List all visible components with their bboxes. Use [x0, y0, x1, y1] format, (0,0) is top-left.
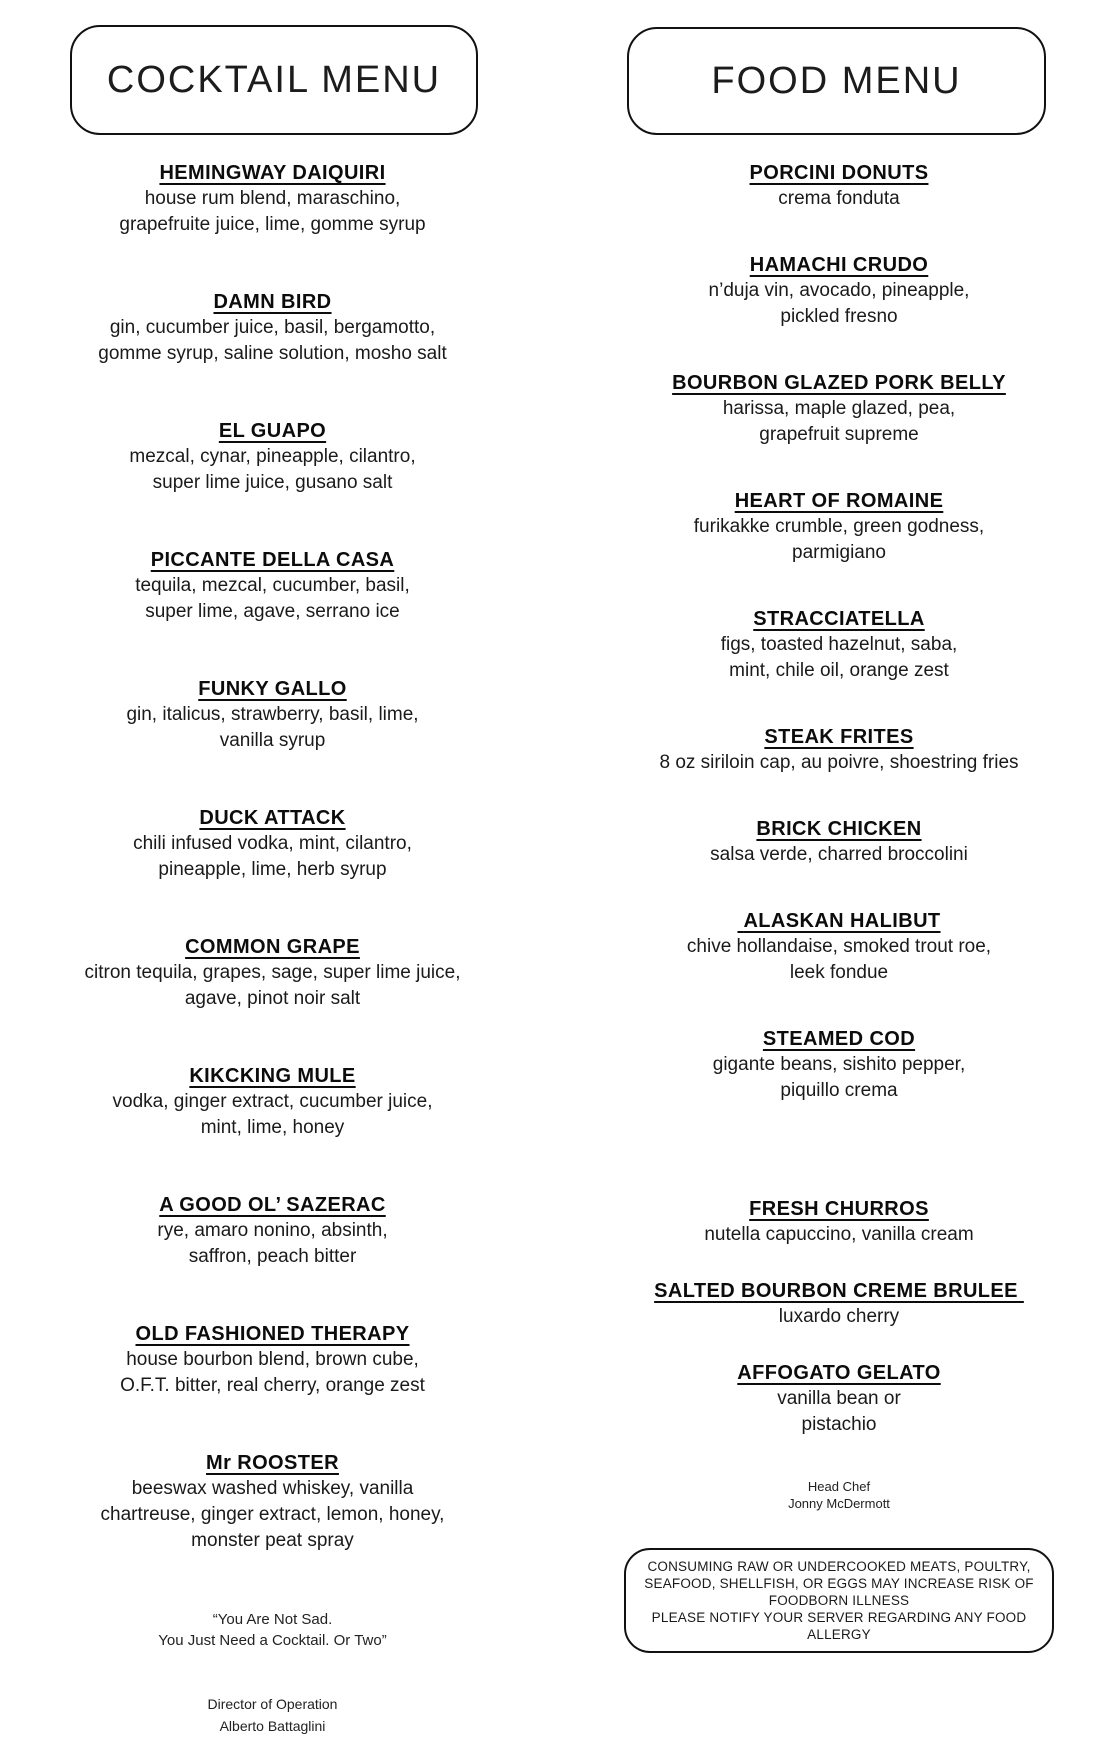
menu-item-ingredients: mezcal, cynar, pineapple, cilantro,	[129, 446, 416, 467]
menu-item-ingredients: monster peat spray	[191, 1530, 354, 1551]
menu-item-name: COMMON GRAPE	[185, 936, 360, 958]
menu-item-name: OLD FASHIONED THERAPY	[135, 1323, 410, 1345]
menu-item-name: ALASKAN HALIBUT	[737, 910, 941, 932]
disclaimer-line: SEAFOOD, SHELLFISH, OR EGGS MAY INCREASE RISK OF	[644, 1576, 1034, 1591]
menu-item	[607, 908, 1071, 986]
menu-item-name: AFFOGATO GELATO	[737, 1362, 941, 1384]
menu-item-ingredients: vodka, ginger extract, cucumber juice,	[112, 1091, 433, 1112]
menu-item	[607, 724, 1071, 776]
menu-item-name: Mr ROOSTER	[206, 1452, 339, 1474]
menu-item	[40, 805, 505, 883]
menu-item-name: BOURBON GLAZED PORK BELLY	[672, 372, 1006, 394]
menu-item-ingredients: O.F.T. bitter, real cherry, orange zest	[120, 1375, 425, 1396]
cocktail-quote	[40, 1609, 505, 1651]
cocktail-menu-title: COCKTAIL MENU	[106, 58, 442, 101]
menu-item-ingredients: grapefruit supreme	[759, 424, 919, 445]
menu-item-ingredients: crema fonduta	[778, 188, 900, 209]
menu-item	[40, 547, 505, 625]
food-menu-title: FOOD MENU	[711, 59, 962, 102]
menu-item-ingredients: pistachio	[801, 1414, 877, 1435]
menu-item	[607, 370, 1071, 448]
menu-item-ingredients: vanilla bean or	[777, 1388, 901, 1409]
menu-item	[40, 1063, 505, 1141]
menu-item-ingredients: mint, chile oil, orange zest	[729, 660, 949, 681]
menu-item-name: PICCANTE DELLA CASA	[150, 549, 395, 571]
menu-item-name: SALTED BOURBON CREME BRULEE	[654, 1280, 1024, 1302]
menu-item-ingredients: pineapple, lime, herb syrup	[158, 859, 387, 880]
menu-item	[40, 1192, 505, 1270]
menu-item-ingredients: gigante beans, sishito pepper,	[712, 1054, 966, 1075]
director-signature	[40, 1693, 505, 1737]
menu-item-ingredients: super lime, agave, serrano ice	[145, 601, 400, 622]
menu-item	[607, 1278, 1071, 1330]
menu-item	[607, 252, 1071, 330]
menu-item-name: STEAK FRITES	[764, 726, 914, 748]
menu-item-name: DUCK ATTACK	[199, 807, 346, 829]
menu-item-ingredients: saffron, peach bitter	[188, 1246, 357, 1267]
menu-item	[607, 1360, 1071, 1438]
menu-item	[40, 934, 505, 1012]
menu-item-name: A GOOD OL’ SAZERAC	[159, 1194, 386, 1216]
menu-item-ingredients: tequila, mezcal, cucumber, basil,	[135, 575, 410, 596]
menu-item-ingredients: leek fondue	[789, 962, 889, 983]
menu-item-name: DAMN BIRD	[213, 291, 332, 313]
signature-name: Alberto Battaglini	[219, 1718, 326, 1734]
signature-name: Jonny McDermott	[788, 1496, 890, 1511]
menu-item-ingredients: parmigiano	[792, 542, 886, 563]
menu-item-ingredients: gin, cucumber juice, basil, bergamotto,	[109, 317, 436, 338]
menu-item-ingredients: salsa verde, charred broccolini	[710, 844, 968, 865]
menu-item-name: KIKCKING MULE	[189, 1065, 356, 1087]
menu-item	[40, 676, 505, 754]
menu-item	[40, 160, 505, 238]
disclaimer-line: CONSUMING RAW OR UNDERCOOKED MEATS, POULTRY,	[647, 1559, 1031, 1574]
menu-item-ingredients: chili infused vodka, mint, cilantro,	[133, 833, 412, 854]
menu-item-name: EL GUAPO	[218, 420, 327, 442]
menu-item-ingredients: house bourbon blend, brown cube,	[126, 1349, 419, 1370]
menu-item-name: HAMACHI CRUDO	[749, 254, 929, 276]
menu-item-name: STRACCIATELLA	[753, 608, 925, 630]
menu-item-ingredients: citron tequila, grapes, sage, super lime juice,	[84, 962, 461, 983]
menu-item-ingredients: vanilla syrup	[219, 730, 326, 751]
cocktail-menu-title-box	[70, 25, 478, 135]
quote-line: You Just Need a Cocktail. Or Two”	[158, 1632, 387, 1649]
menu-item-ingredients: chartreuse, ginger extract, lemon, honey,	[100, 1504, 445, 1525]
menu-item	[607, 1026, 1071, 1104]
menu-item	[607, 1196, 1071, 1248]
menu-item-ingredients: luxardo cherry	[778, 1306, 900, 1327]
menu-item-name: FRESH CHURROS	[749, 1198, 929, 1220]
disclaimer-line: PLEASE NOTIFY YOUR SERVER REGARDING ANY FOOD ALLERGY	[651, 1610, 1027, 1642]
menu-item-ingredients: figs, toasted hazelnut, saba,	[720, 634, 958, 655]
menu-item-name: PORCINI DONUTS	[749, 162, 929, 184]
signature-role: Head Chef	[807, 1479, 871, 1494]
menu-item	[607, 606, 1071, 684]
menu-item-name: HEART OF ROMAINE	[734, 490, 944, 512]
menu-item-name: BRICK CHICKEN	[756, 818, 922, 840]
menu-item-ingredients: rye, amaro nonino, absinth,	[157, 1220, 388, 1241]
menu-item-ingredients: 8 oz siriloin cap, au poivre, shoestring fries	[659, 752, 1019, 773]
food-menu-title-box	[627, 27, 1046, 135]
menu-item-ingredients: pickled fresno	[780, 306, 898, 327]
menu-item-name: STEAMED COD	[762, 1028, 916, 1050]
allergy-disclaimer-box	[624, 1548, 1054, 1653]
menu-item-ingredients: chive hollandaise, smoked trout roe,	[686, 936, 992, 957]
menu-item	[40, 418, 505, 496]
signature-role: Director of Operation	[207, 1696, 338, 1712]
food-menu-column	[607, 0, 1071, 1653]
menu-item-ingredients: harissa, maple glazed, pea,	[722, 398, 956, 419]
disclaimer-line: FOODBORN ILLNESS	[768, 1593, 910, 1608]
menu-item-ingredients: beeswax washed whiskey, vanilla	[131, 1478, 414, 1499]
menu-item	[607, 488, 1071, 566]
menu-item-ingredients: agave, pinot noir salt	[184, 988, 361, 1009]
menu-item-name: HEMINGWAY DAIQUIRI	[159, 162, 386, 184]
menu-item	[607, 816, 1071, 868]
cocktail-item-list	[40, 0, 505, 1554]
menu-item-ingredients: n’duja vin, avocado, pineapple,	[708, 280, 970, 301]
menu-item-ingredients: house rum blend, maraschino,	[144, 188, 401, 209]
menu-item-ingredients: gomme syrup, saline solution, mosho salt	[98, 343, 447, 364]
menu-item-ingredients: super lime juice, gusano salt	[152, 472, 393, 493]
menu-item	[40, 1321, 505, 1399]
cocktail-menu-column	[40, 0, 505, 1737]
menu-item	[40, 289, 505, 367]
menu-item-ingredients: piquillo crema	[780, 1080, 898, 1101]
menu-item	[607, 160, 1071, 212]
menu-item-ingredients: gin, italicus, strawberry, basil, lime,	[126, 704, 419, 725]
menu-item-ingredients: grapefruite juice, lime, gomme syrup	[119, 214, 426, 235]
menu-item	[40, 1450, 505, 1554]
menu-item-ingredients: furikakke crumble, green godness,	[693, 516, 985, 537]
quote-line: “You Are Not Sad.	[212, 1611, 333, 1628]
chef-signature	[607, 1478, 1071, 1512]
menu-item-ingredients: mint, lime, honey	[200, 1117, 345, 1138]
menu-item-ingredients: nutella capuccino, vanilla cream	[704, 1224, 974, 1245]
menu-item-name: FUNKY GALLO	[198, 678, 347, 700]
food-item-list	[607, 0, 1071, 1438]
